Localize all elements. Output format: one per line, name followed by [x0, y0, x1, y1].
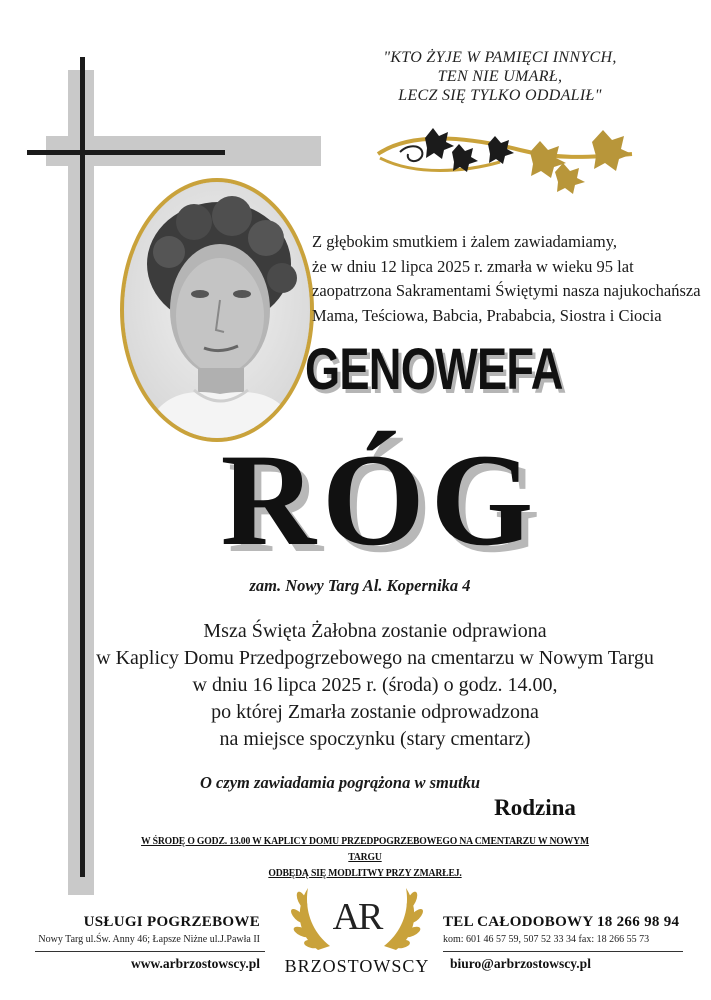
deceased-last-name: RÓG: [220, 426, 540, 573]
cross-icon: [80, 57, 85, 877]
phone-hotline: TEL CAŁODOBOWY 18 266 98 94: [443, 914, 680, 930]
cross-arm: [27, 150, 225, 155]
mass-line: na miejsce spoczynku (stary cmentarz): [219, 728, 531, 750]
grapevine-ornament-icon: [370, 124, 655, 196]
intro-line: że w dniu 12 lipca 2025 r. zmarła w wieku 95 lat: [312, 256, 634, 276]
vigil-line: W ŚRODĘ O GODZ. 13.00 W KAPLICY DOMU PRZEDPOGRZEBOWEGO NA CMENTARZU W NOWYM TARGU: [141, 835, 589, 863]
portrait-frame: [120, 178, 314, 442]
intro-line: Mama, Teściowa, Babcia, Prababcia, Siostra i Ciocia: [312, 305, 662, 325]
funeral-services-title: USŁUGI POGRZEBOWE: [83, 914, 260, 930]
mass-line: po której Zmarła zostanie odprowadzona: [211, 701, 539, 723]
email-link[interactable]: biuro@arbrzostowscy.pl: [450, 956, 591, 971]
phone-numbers: kom: 601 46 57 59, 507 52 33 34 fax: 18 266 55 73: [443, 934, 650, 945]
quote-line: LECZ SIĘ TYLKO ODDALIŁ": [398, 87, 602, 104]
funeral-mass-info: [95, 618, 655, 753]
mass-line: w Kaplicy Domu Przedpogrzebowego na cmentarzu w Nowym Targu: [96, 647, 654, 669]
vigil-line: ODBĘDĄ SIĘ MODLITWY PRZY ZMARŁEJ.: [268, 867, 462, 879]
company-logo-initials: AR: [332, 896, 382, 938]
mourning-notice: O czym zawiadamia pogrążona w smutku: [199, 773, 481, 792]
mass-line: w dniu 16 lipca 2025 r. (środa) o godz. 14.00,: [192, 674, 558, 696]
intro-line: zaopatrzona Sakramentami Świętymi nasza najukochańsza: [312, 281, 701, 300]
footer-divider-left: [35, 951, 265, 952]
vigil-notice: [127, 833, 602, 881]
portrait-photo: [124, 182, 310, 438]
deceased-address: zam. Nowy Targ Al. Kopernika 4: [249, 576, 471, 595]
funeral-services-address: Nowy Targ ul.Św. Anny 46; Łapsze Niżne ul.J.Pawła II: [38, 934, 260, 945]
footer-divider-right: [443, 951, 683, 952]
mass-line: Msza Święta Żałobna zostanie odprawiona: [203, 620, 547, 642]
memorial-quote: [335, 48, 665, 105]
announcement-intro: [312, 230, 701, 328]
deceased-first-name: GENOWEFA: [305, 337, 563, 402]
quote-line: "KTO ŻYJE W PAMIĘCI INNYCH,: [383, 49, 617, 66]
quote-line: TEN NIE UMARŁ,: [437, 68, 563, 85]
website-link[interactable]: www.arbrzostowscy.pl: [131, 956, 260, 971]
company-logo-name: BRZOSTOWSCY: [284, 956, 430, 976]
family-signature: Rodzina: [494, 795, 576, 820]
intro-line: Z głębokim smutkiem i żalem zawiadamiamy,: [312, 232, 618, 251]
